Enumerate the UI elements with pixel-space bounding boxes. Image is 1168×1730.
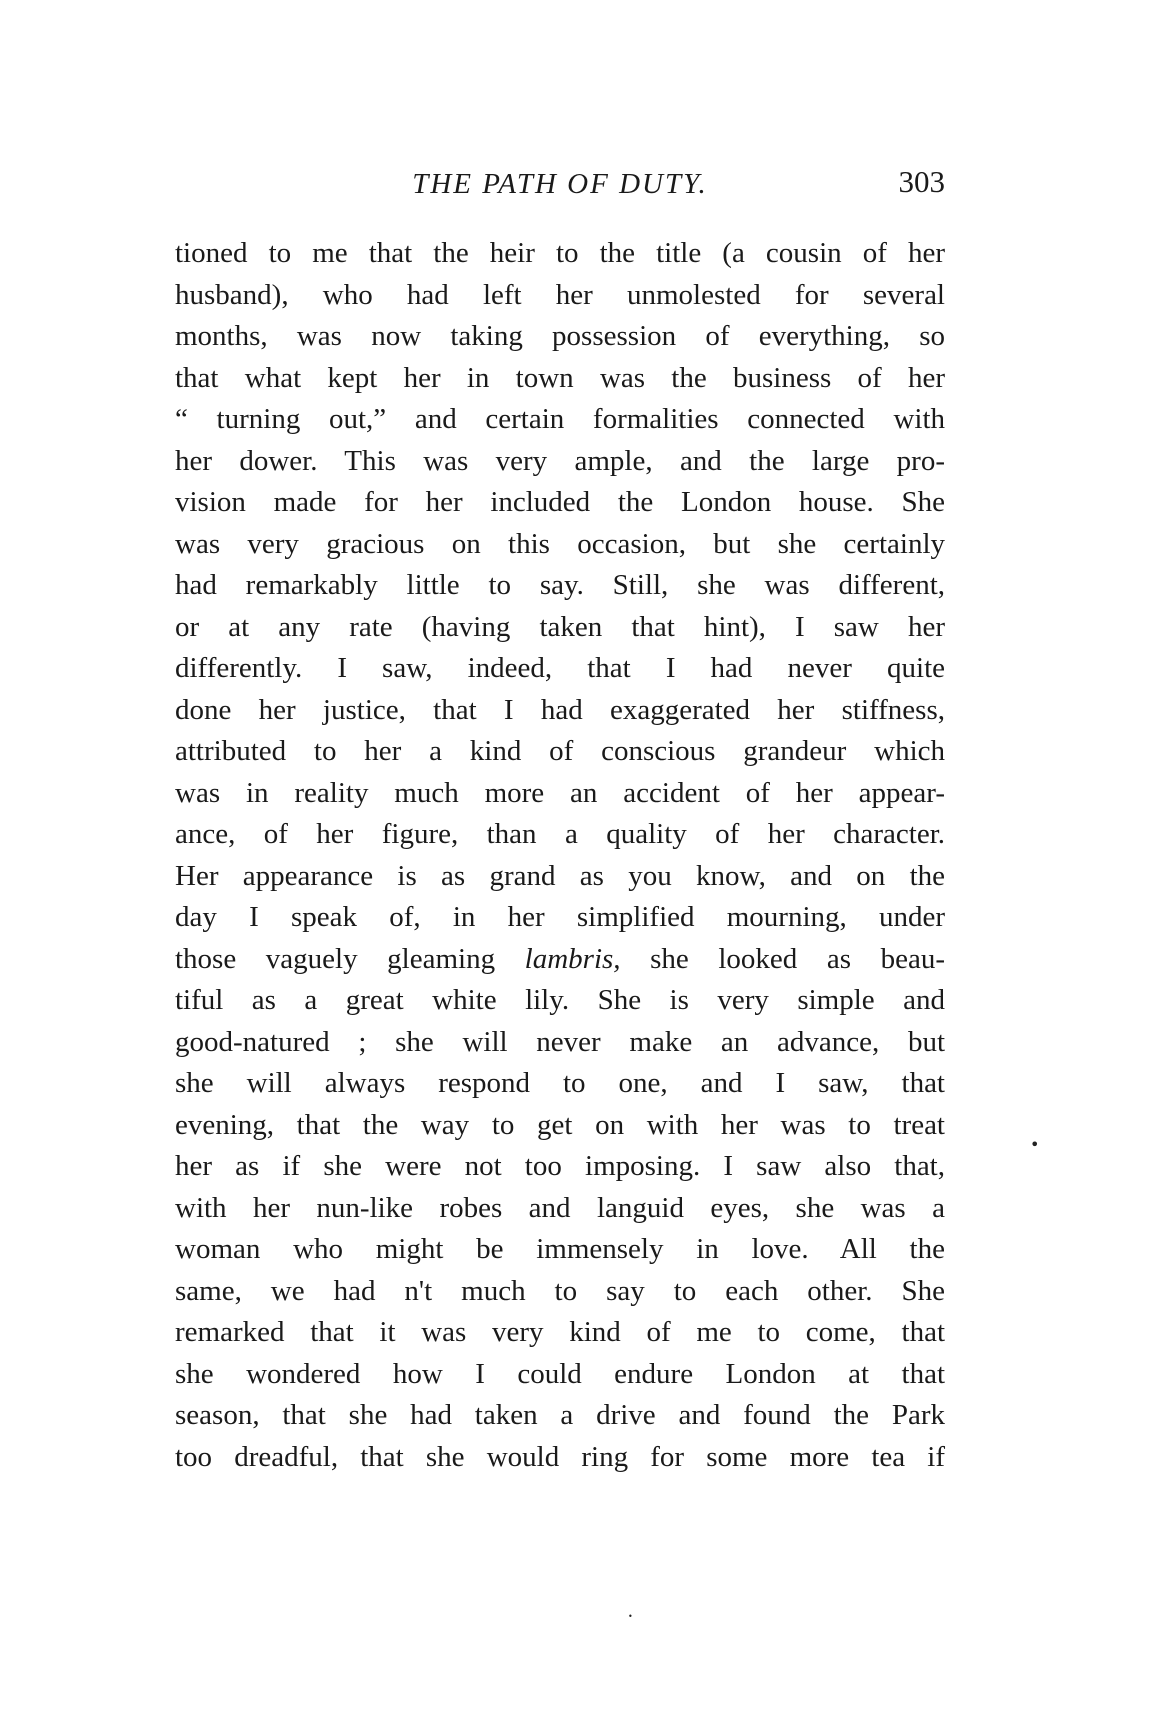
text-line: woman who might be immensely in love. All the: [175, 1233, 945, 1265]
running-title: THE PATH OF DUTY.: [412, 168, 708, 200]
text-line: tiful as a great white lily. She is very simple and: [175, 984, 945, 1016]
text-line: evening, that the way to get on with her was to treat: [175, 1108, 945, 1141]
text-line: same, we had n't much to say to each other. She: [175, 1274, 945, 1307]
text-line: tioned to me that the heir to the title (a cousin of her: [175, 237, 945, 269]
text-line: her dower. This was very ample, and the large pro-: [175, 444, 945, 477]
text-line: was in reality much more an accident of her appear-: [175, 776, 945, 809]
text-line: with her nun-like robes and languid eyes, she was a: [175, 1191, 945, 1224]
text-line: she will always respond to one, and I saw, that: [175, 1067, 945, 1099]
body-text: [175, 233, 945, 1478]
text-line: husband), who had left her unmolested for several: [175, 278, 945, 311]
text-line: too dreadful, that she would ring for some more tea if: [175, 1440, 945, 1473]
text-line: “ turning out,” and certain formalities connected with: [175, 403, 945, 435]
text-line: done her justice, that I had exaggerated her stiffness,: [175, 693, 945, 726]
text-line: months, was now taking possession of everything, so: [175, 320, 945, 352]
text-line: remarked that it was very kind of me to come, that: [175, 1316, 945, 1348]
line-segment: she looked as beau-: [620, 942, 945, 975]
text-line: her as if she were not too imposing. I saw also that,: [175, 1150, 945, 1182]
running-head: [175, 158, 945, 218]
text-line: ance, of her figure, than a quality of her character.: [175, 818, 945, 850]
text-line: season, that she had taken a drive and found the Park: [175, 1399, 945, 1431]
text-line: was very gracious on this occasion, but she certainly: [175, 527, 945, 560]
text-line: good-natured ; she will never make an advance, but: [175, 1025, 945, 1058]
italic-word: lambris,: [524, 942, 621, 975]
page-number: 303: [898, 164, 945, 199]
text-line: attributed to her a kind of conscious grandeur which: [175, 735, 945, 767]
text-line-with-italic: [175, 939, 945, 981]
text-line: she wondered how I could endure London at that: [175, 1357, 945, 1390]
scan-speck: •: [628, 1612, 633, 1621]
scan-speck: •: [1030, 1135, 1040, 1154]
text-line: that what kept her in town was the business of her: [175, 361, 945, 394]
text-line: Her appearance is as grand as you know, and on the: [175, 859, 945, 892]
text-line: or at any rate (having taken that hint), I saw her: [175, 610, 945, 643]
text-line: differently. I saw, indeed, that I had never quite: [175, 652, 945, 684]
text-line: had remarkably little to say. Still, she was different,: [175, 569, 945, 601]
line-segment: those vaguely gleaming: [175, 942, 525, 975]
text-line: day I speak of, in her simplified mourning, under: [175, 901, 945, 933]
text-line: vision made for her included the London house. She: [175, 486, 945, 518]
